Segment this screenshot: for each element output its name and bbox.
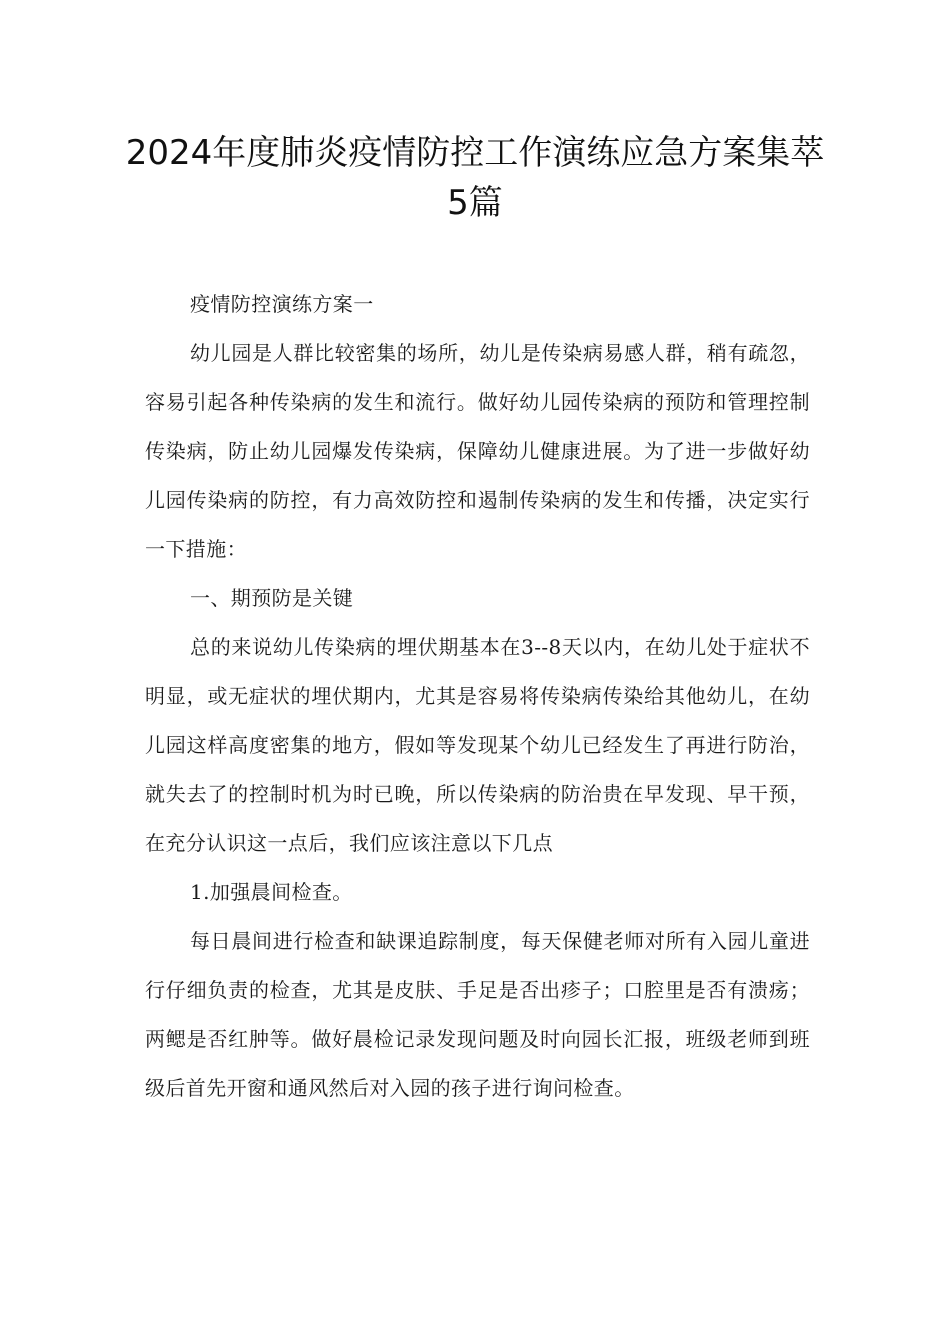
paragraph: 幼儿园是人群比较密集的场所，幼儿是传染病易感人群，稍有疏忽，容易引起各种传染病的发生和流行。做好幼儿园传染病的预防和管理控制传染病，防止幼儿园爆发传染病，保障幼儿健康进展。为了进一步做好幼儿园传染病的防控，有力高效防控和遏制传染病的发生和传播，决定实行一下措施： [145,341,810,561]
section-heading: 疫情防控演练方案一 [190,292,374,316]
document-title: 2024年度肺炎疫情防控工作演练应急方案集萃5篇 [125,133,825,223]
subsection-heading: 1.加强晨间检查。 [190,880,353,904]
document-body [145,280,810,1113]
section-heading: 一、期预防是关键 [190,586,354,610]
paragraph: 总的来说幼儿传染病的埋伏期基本在3--8天以内，在幼儿处于症状不明显，或无症状的埋伏期内，尤其是容易将传染病传染给其他幼儿，在幼儿园这样高度密集的地方，假如等发现某个幼儿已经发生了再进行防治，就失去了的控制时机为时已晚，所以传染病的防治贵在早发现、早干预，在充分认识这一点后，我们应该注意以下几点 [145,635,810,855]
paragraph: 每日晨间进行检查和缺课追踪制度，每天保健老师对所有入园儿童进行仔细负责的检查，尤其是皮肤、手足是否出疹子；口腔里是否有溃疡；两鳃是否红肿等。做好晨检记录发现问题及时向园长汇报，班级老师到班级后首先开窗和通风然后对入园的孩子进行询问检查。 [145,929,810,1100]
